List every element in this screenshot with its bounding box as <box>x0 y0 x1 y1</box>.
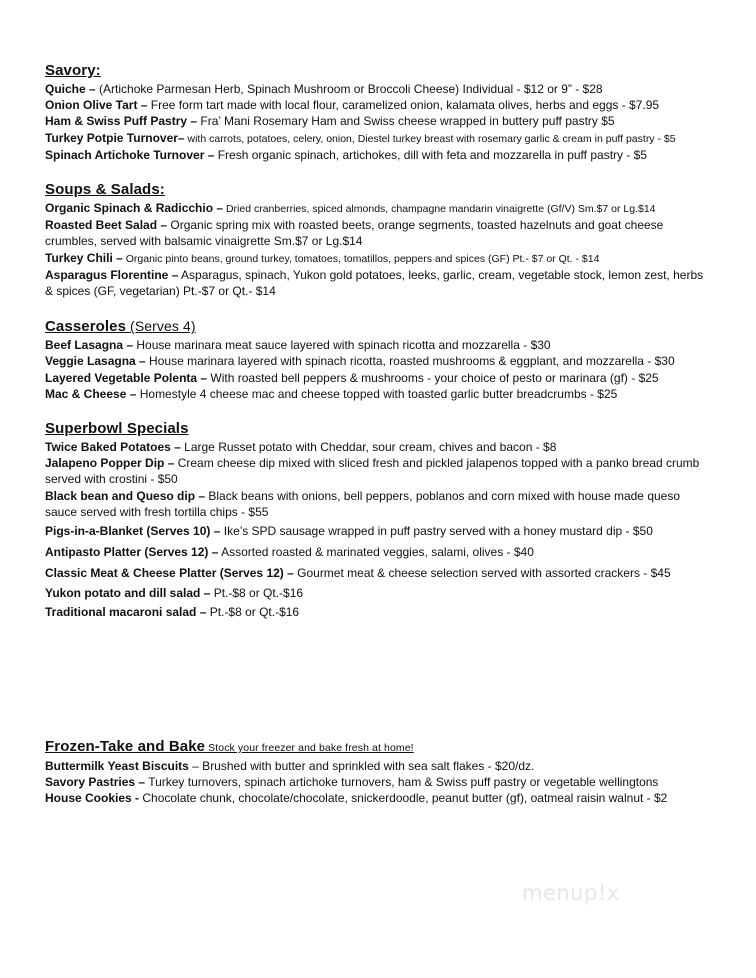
item-name: Mac & Cheese – <box>45 386 137 401</box>
soups-heading: Soups & Salads: <box>45 181 165 199</box>
menu-item <box>45 455 713 487</box>
item-desc: Chocolate chunk, chocolate/chocolate, snickerdoodle, peanut butter (gf), oatmeal raisin walnut - $2 <box>139 791 668 806</box>
menu-item <box>45 523 745 539</box>
menupix-watermark: menup!x <box>522 881 620 905</box>
menu-item <box>45 370 745 386</box>
menu-item <box>45 565 745 581</box>
item-name: Savory Pastries – <box>45 775 146 790</box>
item-desc: Fra’ Mani Rosemary Ham and Swiss cheese wrapped in buttery puff pastry $5 <box>197 114 615 129</box>
menu-item <box>45 130 745 147</box>
item-desc: Ike’s SPD sausage wrapped in puff pastry served with a honey mustard dip - $50 <box>220 524 653 539</box>
item-desc: Turkey turnovers, spinach artichoke turnovers, ham & Swiss puff pastry or vegetable wellingtons <box>145 775 659 790</box>
item-desc: Free form tart made with local flour, caramelized onion, kalamata olives, herbs and eggs - $7.95 <box>147 98 660 113</box>
item-name: Yukon potato and dill salad – <box>45 585 211 600</box>
item-desc: Fresh organic spinach, artichokes, dill with feta and mozzarella in puff pastry - $5 <box>214 147 648 162</box>
item-desc: Pt.-$8 or Qt.-$16 <box>210 585 304 600</box>
item-name: Buttermilk Yeast Biscuits <box>45 759 189 774</box>
item-name: Traditional macaroni salad – <box>45 604 207 619</box>
menu-item <box>45 774 745 790</box>
menu-item <box>45 113 745 129</box>
superbowl-heading: Superbowl Specials <box>45 420 189 438</box>
item-desc: Asparagus, spinach, Yukon gold potatoes, leeks, garlic, cream, vegetable stock, lemon zest, herbs & spices (GF, vegetarian) Pt.-$7 or Qt.- $14 <box>45 267 704 299</box>
item-desc: Pt.-$8 or Qt.-$16 <box>206 604 300 619</box>
item-desc: With roasted bell peppers & mushrooms - your choice of pesto or marinara (gf) - $25 <box>207 370 659 385</box>
item-name: Organic Spinach & Radicchio – <box>45 201 224 216</box>
item-name: House Cookies - <box>45 791 140 806</box>
item-name: Quiche – <box>45 82 96 96</box>
item-name: Black bean and Queso dip – <box>45 488 206 503</box>
menu-item <box>45 790 745 806</box>
casseroles-serves-note: (Serves 4) <box>126 318 196 335</box>
item-desc: Assorted roasted & marinated veggies, salami, olives - $40 <box>218 545 534 560</box>
section-soups-salads <box>45 181 745 299</box>
casseroles-heading <box>45 317 745 336</box>
menu-item <box>45 585 745 601</box>
section-superbowl-specials <box>45 420 745 620</box>
item-desc: House marinara layered with spinach ricotta, roasted mushrooms & eggplant, and mozzarella - $30 <box>145 354 675 369</box>
menu-item <box>45 200 745 217</box>
item-desc: Dried cranberries, spiced almonds, champagne mandarin vinaigrette (Gf/V) Sm.$7 or Lg.$14 <box>223 203 656 216</box>
menu-item <box>45 386 745 402</box>
item-name: Roasted Beet Salad – <box>45 218 168 233</box>
menu-item <box>45 250 745 267</box>
menu-item <box>45 217 705 249</box>
item-desc: – Brushed with butter and sprinkled with sea salt flakes - $20/dz. <box>188 759 535 774</box>
section-savory <box>45 62 745 163</box>
item-name: Turkey Potpie Turnover– <box>45 130 185 145</box>
menu-item <box>45 337 745 353</box>
menu-item <box>45 353 745 369</box>
item-name: Layered Vegetable Polenta – <box>45 370 208 385</box>
menu-item <box>45 97 745 113</box>
menu-item <box>45 488 705 520</box>
menu-item <box>45 758 745 774</box>
item-name: Onion Olive Tart – <box>45 98 148 113</box>
item-name: Spinach Artichoke Turnover – <box>45 147 215 162</box>
savory-heading: Savory: <box>45 62 101 79</box>
item-name: Asparagus Florentine – <box>45 267 179 282</box>
item-desc: Gourmet meat & cheese selection served with assorted crackers - $45 <box>293 566 671 581</box>
item-desc: Large Russet potato with Cheddar, sour cream, chives and bacon - $8 <box>180 440 557 455</box>
item-name: Classic Meat & Cheese Platter (Serves 12) – <box>45 566 294 581</box>
item-desc: Homestyle 4 cheese mac and cheese topped with toasted garlic butter breadcrumbs - $25 <box>136 386 618 401</box>
frozen-note: Stock your freezer and bake fresh at home! <box>205 742 414 755</box>
casseroles-title: Casseroles <box>45 318 127 336</box>
menu-item <box>45 267 710 299</box>
item-name: Pigs-in-a-Blanket (Serves 10) – <box>45 524 221 539</box>
item-name: Jalapeno Popper Dip – <box>45 456 175 471</box>
item-desc: Organic pinto beans, ground turkey, tomatoes, tomatillos, peppers and spices (GF) Pt.- $7 or Qt. - $14 <box>122 252 600 265</box>
section-frozen-take-and-bake <box>45 738 745 807</box>
menu-item <box>45 81 745 97</box>
item-desc: Cream cheese dip mixed with sliced fresh and pickled jalapenos topped with a panko bread crumb served with crostini - $50 <box>45 456 700 487</box>
menu-item <box>45 544 745 560</box>
menu-page <box>45 62 745 807</box>
frozen-heading <box>45 738 745 757</box>
menu-item <box>45 147 745 163</box>
item-desc: Black beans with onions, bell peppers, poblanos and corn mixed with house made queso sauce served with fresh tortilla chips - $55 <box>45 488 681 519</box>
item-name: Antipasto Platter (Serves 12) – <box>45 545 219 560</box>
frozen-title-b: -Take and Bake <box>94 738 206 756</box>
menu-item <box>45 439 745 455</box>
item-name: Ham & Swiss Puff Pastry – <box>45 114 198 129</box>
frozen-title-a: Frozen <box>45 738 95 756</box>
item-desc: (Artichoke Parmesan Herb, Spinach Mushroom or Broccoli Cheese) Individual - $12 or 9” - $28 <box>95 82 603 96</box>
menu-item <box>45 604 745 620</box>
item-desc: with carrots, potatoes, celery, onion, Diestel turkey breast with rosemary garlic & cream in puff pastry - $5 <box>184 132 676 145</box>
item-name: Turkey Chili – <box>45 250 123 265</box>
section-casseroles <box>45 317 745 402</box>
item-desc: House marinara meat sauce layered with spinach ricotta and mozzarella - $30 <box>133 338 551 353</box>
item-desc: Organic spring mix with roasted beets, orange segments, toasted hazelnuts and goat cheese crumbles, served with balsamic vinaigrette Sm.$7 or Lg.$14 <box>45 218 664 249</box>
item-name: Beef Lasagna – <box>45 338 134 353</box>
item-name: Twice Baked Potatoes – <box>45 440 181 455</box>
item-name: Veggie Lasagna – <box>45 354 146 369</box>
